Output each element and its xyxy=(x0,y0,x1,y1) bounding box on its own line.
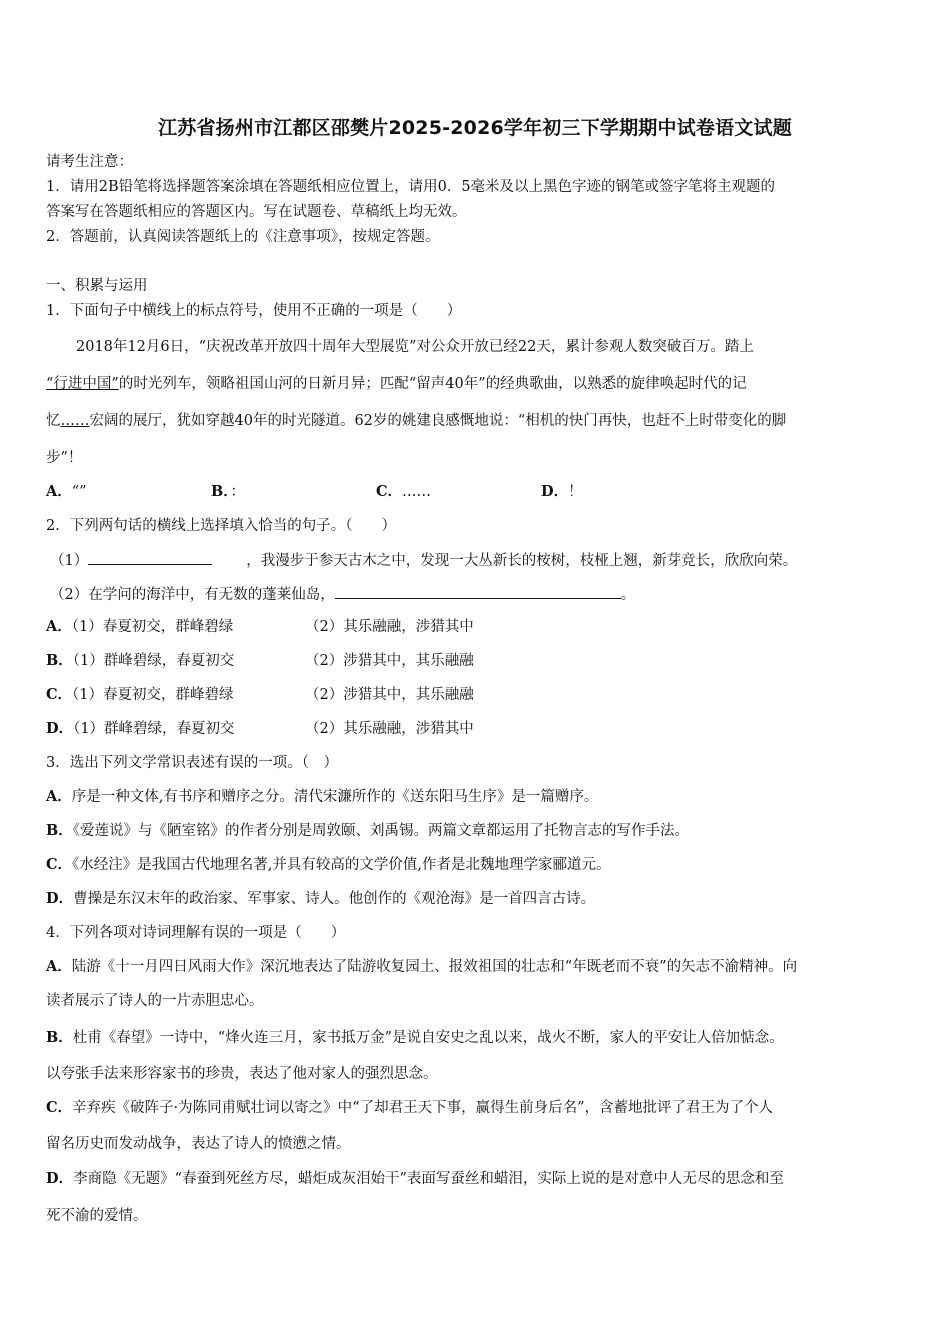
question-2-sentence-1: （1） ，我漫步于参天古木之中，发现一大丛新长的桉树，枝桠上翘，新芽竞长，欣欣向荣。 xyxy=(50,550,797,571)
question-1-option-b[interactable]: B．： xyxy=(211,483,246,500)
question-3-option-c[interactable]: C．《水经注》是我国古代地理名著,并具有较高的文学价值,作者是北魏地理学家郦道元。 xyxy=(46,856,611,873)
passage-line-3-start: 忆 xyxy=(46,413,61,429)
notice-heading: 请考生注意： xyxy=(46,154,133,170)
notice-item-1-line-1: 1．请用2B铅笔将选择题答案涂填在答题纸相应位置上，请用0．5毫米及以上黑色字迹的钢笔或签字笔将主观题的 xyxy=(46,179,776,195)
question-1-option-a[interactable]: A．“” xyxy=(46,483,87,500)
answer-blank-2[interactable] xyxy=(335,584,621,599)
question-2-option-c-part-2: （2）涉猎其中，其乐融融 xyxy=(305,687,474,703)
question-4-option-c-line-2: 留名历史而发动战争，表达了诗人的愤懑之情。 xyxy=(46,1136,351,1152)
question-1-stem: 1．下面句子中横线上的标点符号，使用不正确的一项是（ ） xyxy=(46,303,462,319)
question-4-option-d[interactable]: D．李商隐《无题》“春蚕到死丝方尽，蜡炬成灰泪始干”表面写蚕丝和蜡泪，实际上说的是对意中人无尽的思念和至 xyxy=(46,1170,784,1187)
section-heading: 一、积累与运用 xyxy=(46,278,148,294)
question-4-stem: 4．下列各项对诗词理解有误的一项是（ ） xyxy=(46,925,346,941)
underlined-punctuation-a: “行进中国” xyxy=(46,376,119,392)
question-1-option-d[interactable]: D．！ xyxy=(541,483,583,500)
question-3-option-d[interactable]: D．曹操是东汉末年的政治家、军事家、诗人。他创作的《观沧海》是一首四言古诗。 xyxy=(46,890,596,907)
question-4-option-a-line-2: 读者展示了诗人的一片赤胆忠心。 xyxy=(46,993,264,1009)
question-4-option-c[interactable]: C．辛弃疾《破阵子·为陈同甫赋壮词以寄之》中“了却君王天下事，赢得生前身后名”，含蓄地批评了君王为了个人 xyxy=(46,1099,773,1116)
question-2-option-a[interactable]: A．（1）春夏初交，群峰碧绿 xyxy=(46,618,234,635)
question-1-passage-line-3 xyxy=(46,411,786,431)
question-1-option-c[interactable]: C．…… xyxy=(376,483,432,500)
question-2-option-b[interactable]: B．（1）群峰碧绿，春夏初交 xyxy=(46,652,235,669)
question-4-option-b[interactable]: B．杜甫《春望》一诗中，“烽火连三月，家书抵万金”是说自安史之乱以来，战火不断，家人的平安让人倍加惦念。 xyxy=(46,1029,784,1046)
notice-item-2: 2．答题前，认真阅读答题纸上的《注意事项》，按规定答题。 xyxy=(46,229,440,245)
question-3-stem: 3．选出下列文学常识表述有误的一项。（ ） xyxy=(46,755,338,771)
question-1-passage-line-1: 2018年12月6日，“庆祝改革开放四十周年大型展览”对公众开放已经22天，累计参观人数突破百万。踏上 xyxy=(76,339,754,355)
question-2-option-a-part-2: （2）其乐融融，涉猎其中 xyxy=(305,619,474,635)
question-4-option-b-line-2: 以夸张手法来形容家书的珍贵，表达了他对家人的强烈思念。 xyxy=(46,1066,438,1082)
page-title: 江苏省扬州市江都区邵樊片2025-2026学年初三下学期期中试卷语文试题 xyxy=(158,117,792,139)
passage-line-3-text: 宏阔的展厅，犹如穿越40年的时光隧道。62岁的姚建良感慨地说：“相机的快门再快，也赶不上时带变化的脚 xyxy=(89,413,787,429)
question-4-option-d-line-2: 死不渝的爱情。 xyxy=(46,1208,148,1224)
question-3-option-a[interactable]: A．序是一种文体,有书序和赠序之分。清代宋濂所作的《送东阳马生序》是一篇赠序。 xyxy=(46,788,599,805)
question-2-option-d[interactable]: D．（1）群峰碧绿，春夏初交 xyxy=(46,720,235,737)
question-2-option-b-part-2: （2）涉猎其中，其乐融融 xyxy=(305,653,474,669)
notice-item-1-line-2: 答案写在答题纸相应的答题区内。写在试题卷、草稿纸上均无效。 xyxy=(46,204,467,220)
question-1-passage-line-4: 步”！ xyxy=(46,450,83,466)
question-2-option-c[interactable]: C．（1）春夏初交，群峰碧绿 xyxy=(46,686,234,703)
underlined-punctuation-c: …… xyxy=(60,413,90,429)
question-2-sentence-2: （2）在学问的海洋中，有无数的蓬莱仙岛， 。 xyxy=(50,584,635,605)
question-1-passage-line-2 xyxy=(46,374,747,394)
question-4-option-a[interactable]: A．陆游《十一月四日风雨大作》深沉地表达了陆游收复园土、报效祖国的壮志和“年既老而不衰”的矢志不渝精神。向 xyxy=(46,958,798,975)
question-3-option-b[interactable]: B．《爱莲说》与《陋室铭》的作者分别是周敦颐、刘禹锡。两篇文章都运用了托物言志的写作手法。 xyxy=(46,822,690,839)
question-2-option-d-part-2: （2）其乐融融，涉猎其中 xyxy=(305,721,474,737)
question-2-stem: 2．下列两句话的横线上选择填入恰当的句子。（ ） xyxy=(46,518,396,534)
answer-blank-1[interactable] xyxy=(88,550,212,565)
passage-line-2-text: 的时光列车，领略祖国山河的日新月异；匹配“留声40年”的经典歌曲，以熟悉的旋律唤起时代的记 xyxy=(118,376,747,392)
